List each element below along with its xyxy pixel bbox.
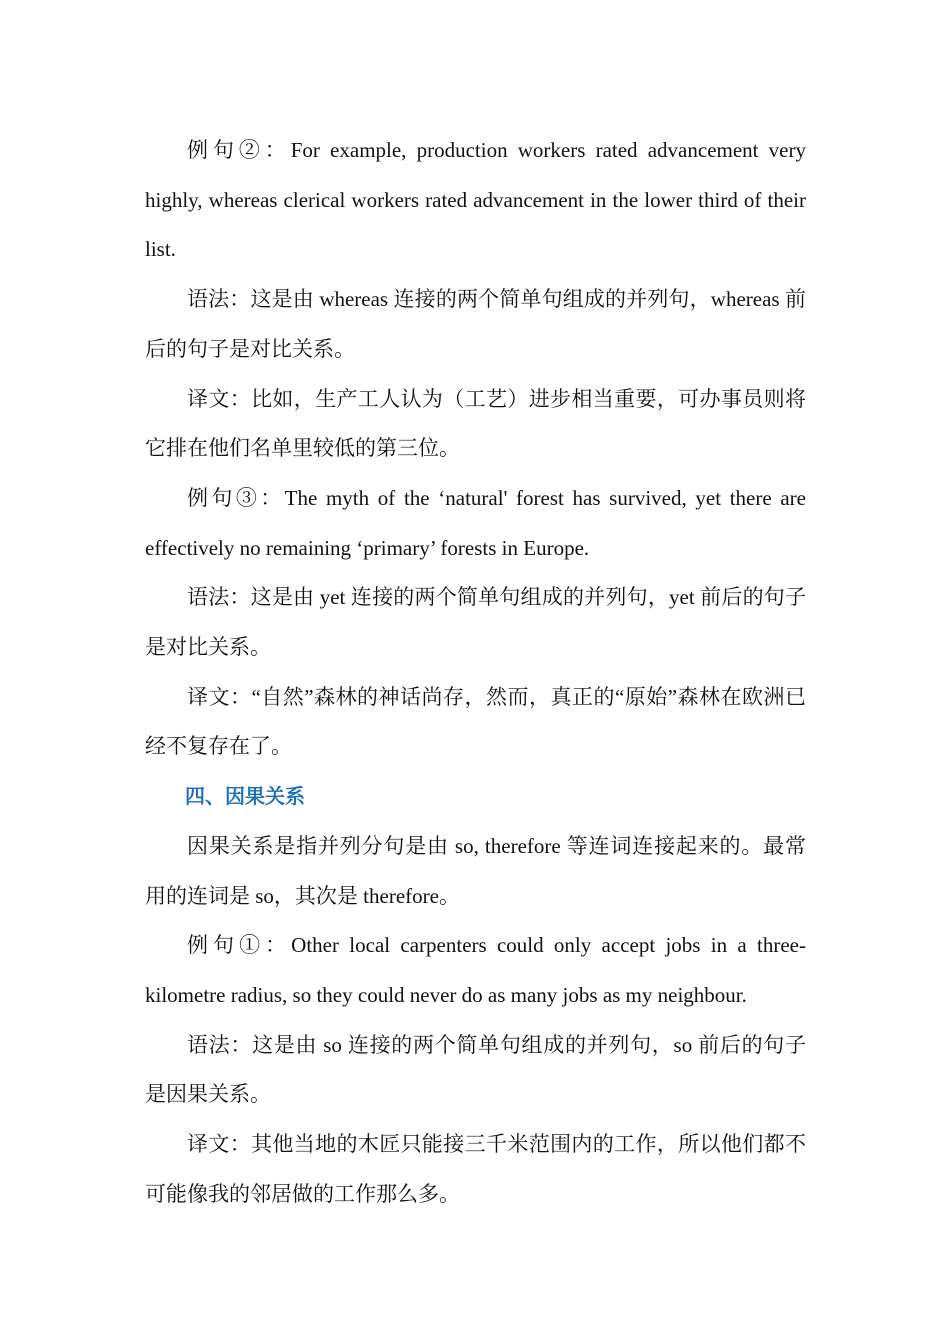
translation-1: 译文：其他当地的木匠只能接三千米范围内的工作，所以他们都不可能像我的邻居做的工作那么多。: [145, 1132, 806, 1206]
grammar-note-2: 语法：这是由 whereas 连接的两个简单句组成的并列句，whereas 前后的句子是对比关系。: [145, 287, 806, 361]
document-body: [145, 126, 806, 1219]
section-heading-cause-effect: 四、因果关系: [185, 784, 305, 809]
translation-3: 译文：“自然”森林的神话尚存，然而，真正的“原始”森林在欧洲已经不复存在了。: [145, 684, 806, 759]
section-intro: 因果关系是指并列分句是由 so, therefore 等连词连接起来的。最常用的连词是 so，其次是 therefore。: [145, 833, 806, 908]
grammar-note-1: 语法：这是由 so 连接的两个简单句组成的并列句，so 前后的句子是因果关系。: [145, 1032, 806, 1107]
example-sentence-2: 例句②：For example, production workers rated advancement very highly, whereas clerical workers rated advancement in the lower third of their list.: [145, 138, 806, 262]
grammar-note-3: 语法：这是由 yet 连接的两个简单句组成的并列句，yet 前后的句子是对比关系。: [145, 585, 806, 660]
example-sentence-3: 例句③：The myth of the ‘natural' forest has survived, yet there are effectively no remaining ‘primary’ forests in Europe.: [145, 485, 806, 560]
example-sentence-1: 例句①：Other local carpenters could only accept jobs in a three-kilometre radius, so they could never do as many jobs as my neighbour.: [145, 933, 806, 1007]
translation-2: 译文：比如，生产工人认为（工艺）进步相当重要，可办事员则将它排在他们名单里较低的第三位。: [145, 386, 806, 461]
